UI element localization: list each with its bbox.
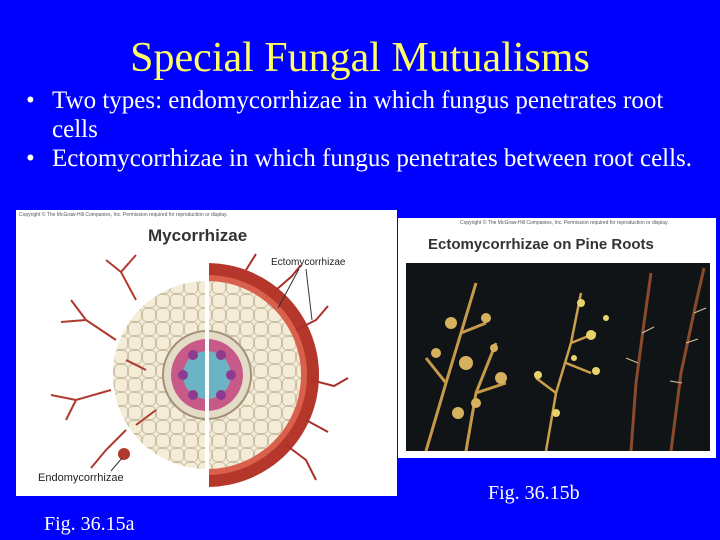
copyright-text-a: Copyright © The McGraw-Hill Companies, Inc. Permission required for reproduction or display. <box>19 212 228 218</box>
mycorrhizae-diagram <box>16 210 397 496</box>
bullet-text: Ectomycorrhizae in which fungus penetrates between root cells. <box>52 145 693 172</box>
bullet-marker: • <box>26 145 35 172</box>
pine-roots-figure <box>398 218 716 458</box>
mycorrhizae-illustration <box>16 210 397 496</box>
ectomycorrhizae-label: Ectomycorrhizae <box>271 257 346 268</box>
diagram-heading: Mycorrhizae <box>148 226 248 245</box>
bullet-item <box>26 144 706 173</box>
bullet-list <box>26 86 706 173</box>
slide-title: Special Fungal Mutualisms <box>130 35 590 81</box>
bullet-item <box>26 86 706 144</box>
copyright-text-b: Copyright © The McGraw-Hill Companies, Inc. Permission required for reproduction or display. <box>460 220 669 226</box>
pine-roots-image <box>406 263 710 451</box>
pine-roots-heading: Ectomycorrhizae on Pine Roots <box>428 236 654 253</box>
figure-a-caption: Fig. 36.15a <box>44 513 135 535</box>
bullet-text: Two types: endomycorrhizae in which fungus penetrates root cells <box>52 87 664 143</box>
figure-b-caption: Fig. 36.15b <box>488 482 580 504</box>
bullet-marker: • <box>26 87 35 114</box>
pine-roots-photo <box>406 263 710 451</box>
endomycorrhizae-label: Endomycorrhizae <box>38 472 124 484</box>
